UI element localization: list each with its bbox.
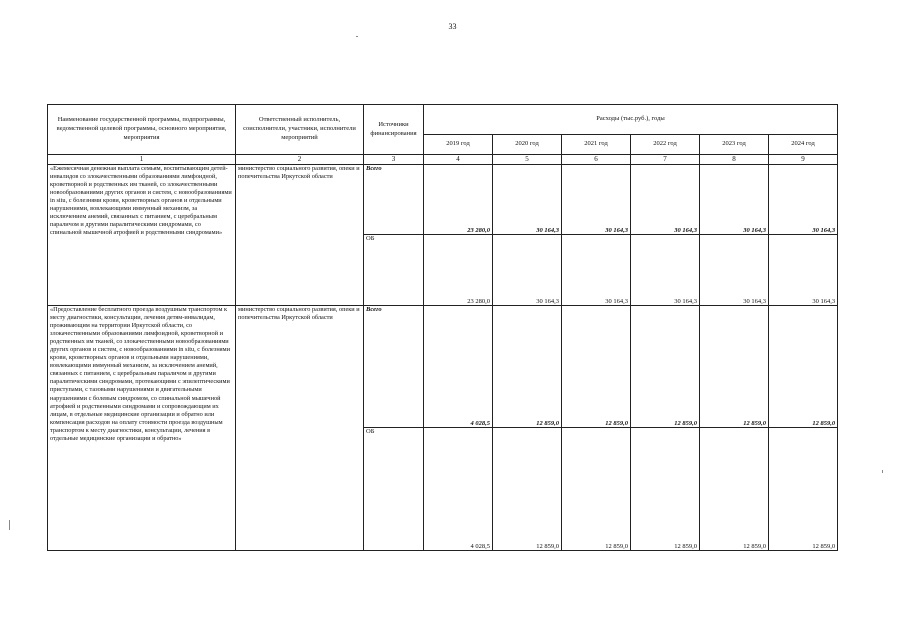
source-label: ОБ (364, 428, 424, 551)
header-name: Наименование государственной программы, подпрограммы, ведомственной целевой программы, основного мероприятия, мероприятия (48, 105, 236, 155)
value-cell: 30 164,3 (631, 235, 700, 306)
table-row (48, 165, 838, 235)
column-number: 9 (769, 155, 838, 165)
value-cell: 12 859,0 (562, 428, 631, 551)
value-cell: 12 859,0 (493, 428, 562, 551)
value-cell: 4 028,5 (424, 428, 493, 551)
header-year: 2024 год (769, 135, 838, 155)
column-number: 3 (364, 155, 424, 165)
table-row (48, 306, 838, 428)
column-number: 7 (631, 155, 700, 165)
value-cell: 30 164,3 (769, 165, 838, 235)
value-cell: 23 280,0 (424, 235, 493, 306)
column-number: 4 (424, 155, 493, 165)
event-name: «Предоставление бесплатного проезда воздушным транспортом к месту диагностики, консультации, лечения детям-инвалидам, проживающим на территории Иркутской области, со злокачественными образованиями лимфоидной, кроветворной и родственных им тканей, со злокачественными новообразованиями других органов и систем, с новообразованиями in situ, с болезнями крови, кроветворных органов и отдельными нарушениями, вовлекающими иммунный механизм, за исключением анемий, связанных с питанием, с церебральным параличом и другими паралитическими синдромами, протекающими с эпилептическими приступами, с тазовыми нарушениями и двигательными нарушениями с болевым синдромом, со спинальной мышечной атрофией и родственными синдромами и сопровождающим их лицам, в отдельные медицинские организации и обратно или компенсация расходов на оплату стоимости проезда воздушным транспортом к месту диагностики, консультации, лечения в отдельные медицинские организации и обратно» (48, 306, 236, 551)
event-responsible: министерство социального развития, опеки и попечительства Иркутской области (236, 165, 364, 306)
column-number: 2 (236, 155, 364, 165)
header-year: 2023 год (700, 135, 769, 155)
value-cell: 12 859,0 (631, 428, 700, 551)
page-number: 33 (448, 22, 457, 31)
header-year: 2020 год (493, 135, 562, 155)
scan-speck (356, 36, 358, 37)
source-label: Всего (364, 306, 424, 428)
column-number-row (48, 155, 838, 165)
value-cell: 30 164,3 (631, 165, 700, 235)
column-number: 6 (562, 155, 631, 165)
source-label: Всего (364, 165, 424, 235)
value-cell: 23 280,0 (424, 165, 493, 235)
value-cell: 30 164,3 (769, 235, 838, 306)
header-responsible: Ответственный исполнитель, соисполнители, участники, исполнители мероприятий (236, 105, 364, 155)
column-number: 5 (493, 155, 562, 165)
value-cell: 12 859,0 (769, 306, 838, 428)
value-cell: 30 164,3 (493, 165, 562, 235)
scan-speck (9, 520, 10, 530)
value-cell: 12 859,0 (493, 306, 562, 428)
event-name: «Ежемесячная денежная выплата семьям, воспитывающим детей-инвалидов со злокачественными образованиями лимфоидной, кроветворной и родственных им тканей, со злокачественными новообразованиями других органов и систем, с новообразованиями in situ, с болезнями крови, кроветворных органов и отдельными нарушениями, вовлекающими иммунный механизм, за исключением анемий, связанных с питанием, с церебральным параличом и другими паралитическими синдромами, со спинальной мышечной атрофией и родственными синдромами» (48, 165, 236, 306)
value-cell: 12 859,0 (700, 428, 769, 551)
value-cell: 4 028,5 (424, 306, 493, 428)
header-row (48, 105, 838, 135)
budget-table (47, 104, 838, 551)
header-year: 2021 год (562, 135, 631, 155)
event-responsible: министерство социального развития, опеки и попечительства Иркутской области (236, 306, 364, 551)
value-cell: 12 859,0 (769, 428, 838, 551)
header-expenses: Расходы (тыс.руб.), годы (424, 105, 838, 135)
header-sources: Источники финансирования (364, 105, 424, 155)
value-cell: 12 859,0 (700, 306, 769, 428)
column-number: 1 (48, 155, 236, 165)
value-cell: 30 164,3 (493, 235, 562, 306)
header-year: 2019 год (424, 135, 493, 155)
scan-speck (882, 470, 883, 473)
value-cell: 12 859,0 (631, 306, 700, 428)
value-cell: 12 859,0 (562, 306, 631, 428)
value-cell: 30 164,3 (700, 165, 769, 235)
header-year: 2022 год (631, 135, 700, 155)
value-cell: 30 164,3 (562, 165, 631, 235)
value-cell: 30 164,3 (700, 235, 769, 306)
source-label: ОБ (364, 235, 424, 306)
column-number: 8 (700, 155, 769, 165)
value-cell: 30 164,3 (562, 235, 631, 306)
